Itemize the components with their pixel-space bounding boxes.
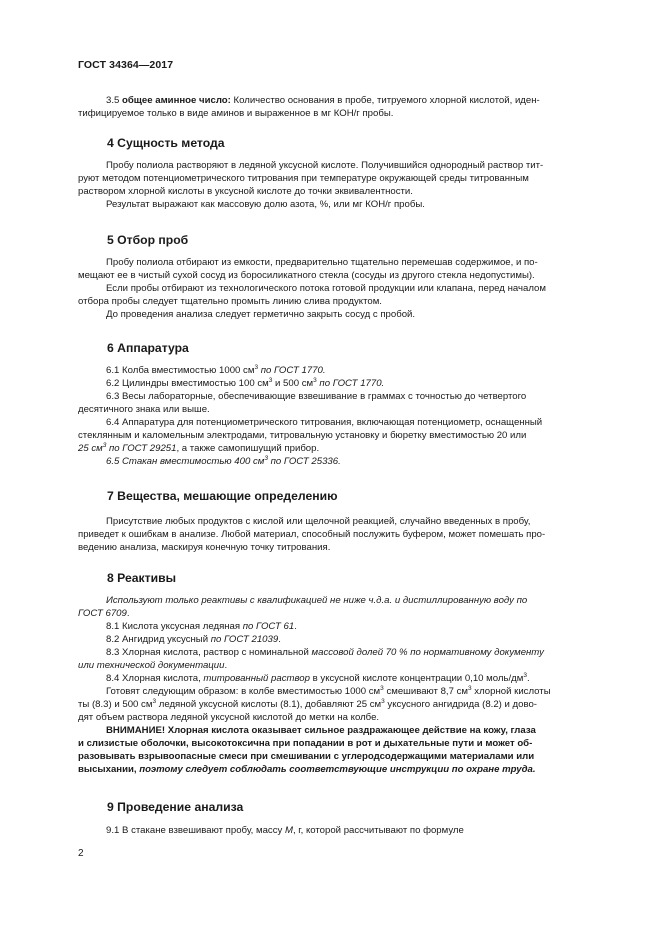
paragraph-line: Присутствие любых продуктов с кислой или щелочной реакцией, случайно введенных в пробу, <box>106 516 531 527</box>
section-5-body <box>78 256 604 321</box>
item-6-4-line-3: 25 $см^3$ по ГОСТ 29251, а также самопишущий прибор. <box>78 441 320 454</box>
paragraph-line: ведению анализа, маскируя конечную точку титрования. <box>78 542 331 553</box>
section-9-body <box>78 824 604 837</box>
section-8-body <box>78 594 604 776</box>
page-number: 2 <box>78 848 84 859</box>
section-8-heading: 8 Реактивы <box>107 571 177 585</box>
item-8-4: 8.4 Хлорная кислота, титрованный раствор в уксусной кислоте концентрации 0,10 моль/$дм^3$. <box>106 671 530 684</box>
paragraph-line: До проведения анализа следует герметично закрыть сосуд с пробой. <box>106 309 416 320</box>
paragraph-line: раствором хлорной кислоты в уксусной кислоте до точки эквивалентности. <box>78 186 413 197</box>
item-9-1: 9.1 В стакане взвешивают пробу, массу М, г, которой рассчитывают по формуле <box>106 825 464 836</box>
paragraph-line: Пробу полиола отбирают из емкости, предварительно тщательно перемешав содержимое, и по- <box>106 257 538 268</box>
prep-line-1: Готовят следующим образом: в колбе вместимостью 1000 $см^3$ смешивают 8,7 $см^3$ хлорной кислоты <box>106 684 551 697</box>
paragraph-line: мещают ее в чистый сухой сосуд из боросиликатного стекла (сосуды из другого стекла недопустимы). <box>78 270 535 281</box>
paragraph-line: Пробу полиола растворяют в ледяной уксусной кислоте. Получившийся однородный раствор тит- <box>106 160 544 171</box>
section-5-heading: 5 Отбор проб <box>107 233 189 247</box>
document-code-header: ГОСТ 34364—2017 <box>78 59 174 71</box>
item-6-3-line-1: 6.3 Весы лабораторные, обеспечивающие взвешивание в граммах с точностью до четвертого <box>106 391 527 402</box>
paragraph-line: руют методом потенциометрического титрования при температуре окружающей среды титрованным <box>78 173 529 184</box>
item-6-2: 6.2 Цилиндры вместимостью 100 $см^3$ и 500 $см^3$ по ГОСТ 1770. <box>106 376 385 389</box>
section-4-body <box>78 159 604 211</box>
item-6-4-line-1: 6.4 Аппаратура для потенциометрического титрования, включающая потенциометр, оснащенный <box>106 417 543 428</box>
warning-line-2: и слизистые оболочки, высокотоксична при попадании в рот и дыхательные пути и может об- <box>78 738 533 749</box>
clause-3-5-line-2: тифицируемое только в виде аминов и выраженное в мг КОН/г пробы. <box>78 108 394 119</box>
section-4-heading: 4 Сущность метода <box>107 136 225 150</box>
clause-3-5-line-1: 3.5 общее аминное число: Количество основания в пробе, титруемого хлорной кислотой, иден- <box>106 95 540 106</box>
paragraph-line: приведет к ошибкам в анализе. Любой материал, способный послужить буфером, может помешать про- <box>78 529 546 540</box>
section-8-intro-line-1: Используют только реактивы с квалификацией не ниже ч.д.а. и дистиллированную воду по <box>106 595 528 606</box>
item-6-4-line-2: стеклянным и каломельным электродами, титровальную установку и бюретку вместимостью 20 или <box>78 430 527 441</box>
section-6-heading: 6 Аппаратура <box>107 341 189 355</box>
warning-line-4: высыхании, поэтому следует соблюдать соответствующие инструкции по охране труда. <box>78 764 536 775</box>
prep-line-3: дят объем раствора ледяной уксусной кислотой до метки на колбе. <box>78 712 380 723</box>
item-6-3-line-2: десятичного знака или выше. <box>78 404 210 415</box>
prep-line-2: ты (8.3) и 500 $см^3$ ледяной уксусной кислоты (8.1), добавляют 25 $см^3$ уксусного ангидрида (8.2) и дово- <box>78 697 537 710</box>
warning-line-1: ВНИМАНИЕ! Хлорная кислота оказывает сильное раздражающее действие на кожу, глаза <box>106 725 536 736</box>
paragraph-line: Если пробы отбирают из технологического потока готовой продукции или клапана, перед началом <box>106 283 546 294</box>
item-8-2: 8.2 Ангидрид уксусный по ГОСТ 21039. <box>106 634 281 645</box>
paragraph-line: Результат выражают как массовую долю азота, %, или мг КОН/г пробы. <box>106 199 425 210</box>
section-8-intro-line-2: ГОСТ 6709. <box>78 608 130 619</box>
warning-line-3: разовывать взрывоопасные смеси при смешивании с углеродсодержащими материалами или <box>78 751 535 762</box>
item-8-3-line-2: или технической документации. <box>78 660 228 671</box>
item-8-1: 8.1 Кислота уксусная ледяная по ГОСТ 61. <box>106 621 297 632</box>
section-7-heading: 7 Вещества, мешающие определению <box>107 489 338 503</box>
item-6-1: 6.1 Колба вместимостью 1000 $см^3$ по ГОСТ 1770. <box>106 363 326 376</box>
clause-3-5 <box>78 94 604 120</box>
paragraph-line: отбора пробы следует тщательно промыть линию слива продуктом. <box>78 296 382 307</box>
section-6-body <box>78 364 604 468</box>
section-9-heading: 9 Проведение анализа <box>107 800 244 814</box>
section-7-body <box>78 515 604 554</box>
item-8-3-line-1: 8.3 Хлорная кислота, раствор с номинальной массовой долей 70 % по нормативному документу <box>106 647 544 658</box>
item-6-5: 6.5 Стакан вместимостью 400 $см^3$ по ГОСТ 25336. <box>106 454 341 467</box>
